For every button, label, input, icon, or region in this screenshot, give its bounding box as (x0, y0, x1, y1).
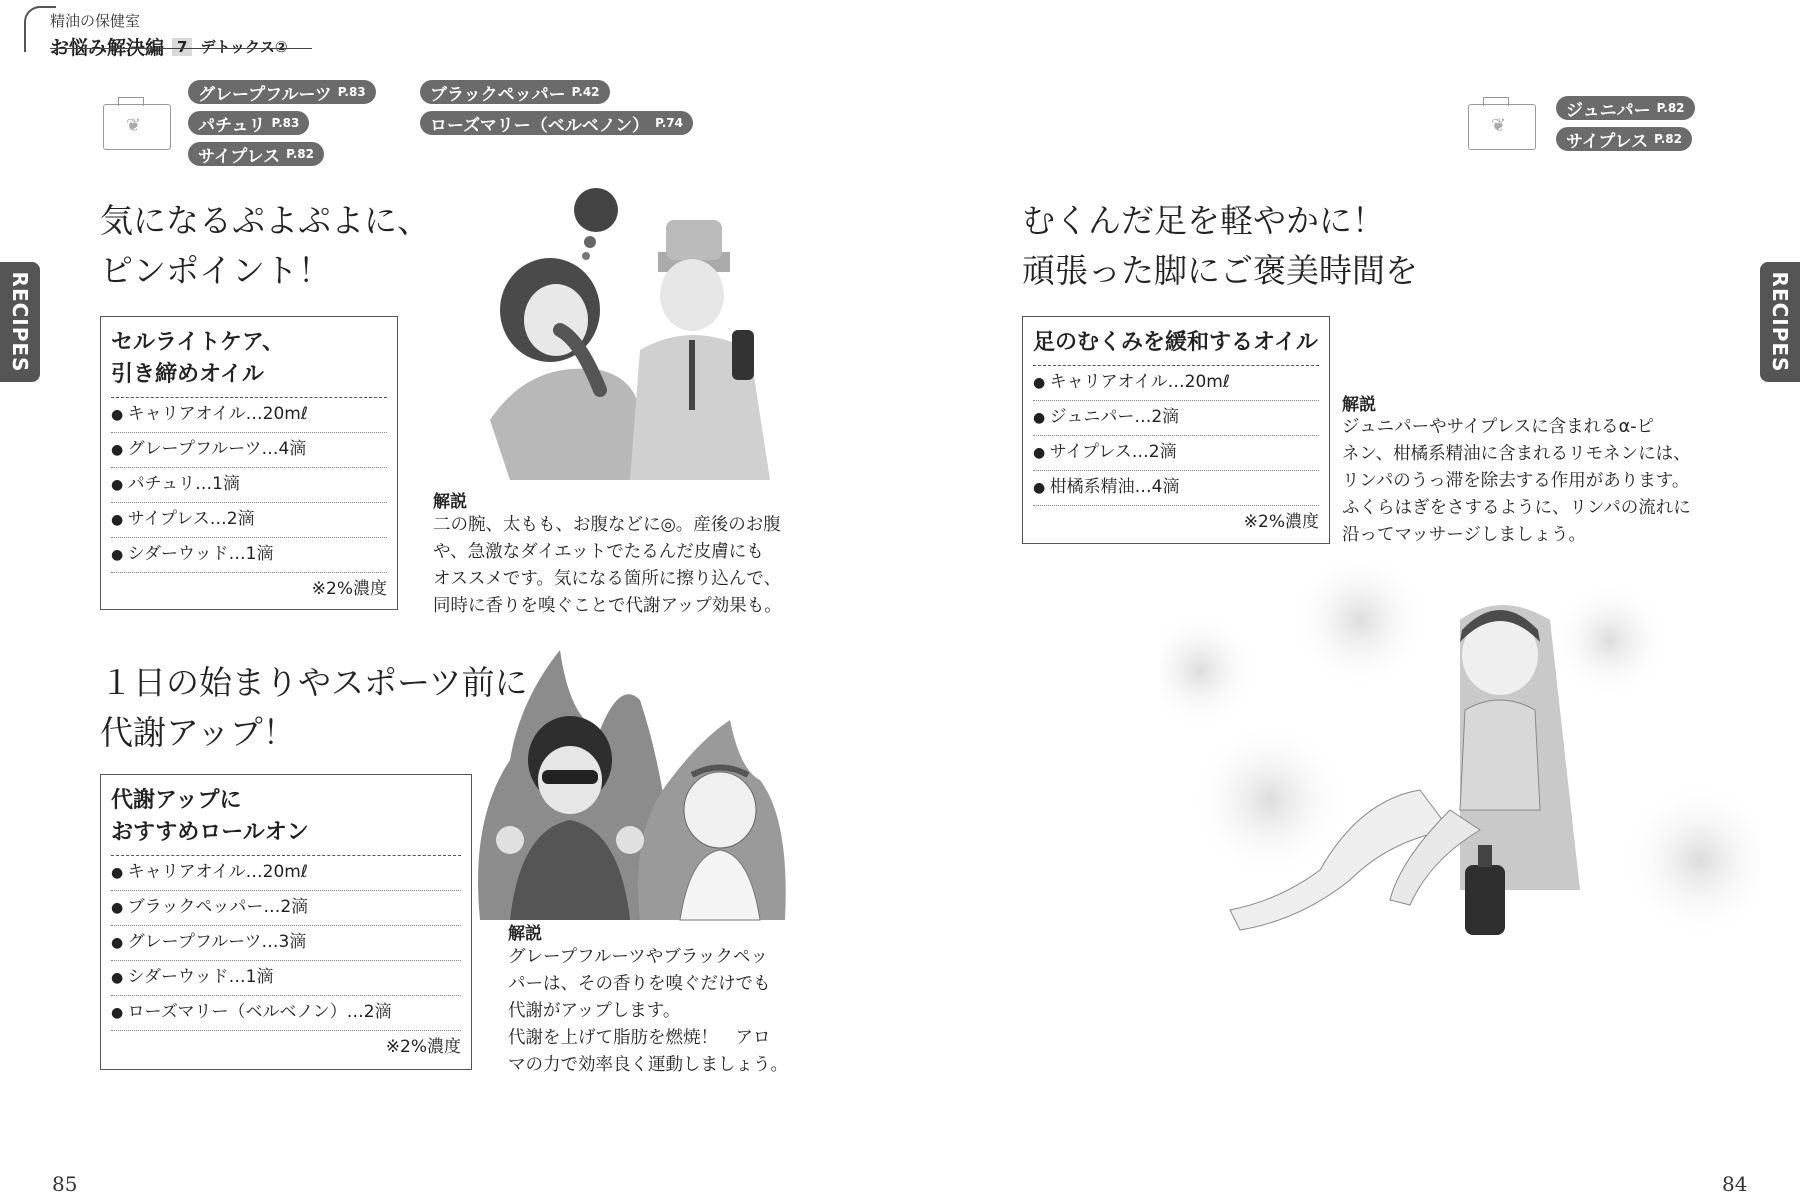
ingredient-item: ● 柑橘系精油…4滴 (1033, 471, 1319, 506)
ingredient-item: ● ジュニパー…2滴 (1033, 401, 1319, 436)
section2-explanation-heading: 解説 (508, 924, 542, 944)
section2-explanation-body: グレープフルーツやブラックペッ パーは、その香りを嗅ぐだけでも 代謝がアップします。 代謝を上げて脂肪を燃焼！ アロ マの力で効率良く運動しましょう。 (508, 947, 788, 1075)
header-chapter-title: お悩み解決編 (50, 37, 165, 59)
page-number-left: 85 (52, 1172, 78, 1196)
ingredient-item: ● ローズマリー（ベルベノン）…2滴 (111, 996, 461, 1031)
header-series-title: 精油の保健室 (50, 12, 141, 30)
recipe-title: 足のむくみを緩和するオイル (1033, 327, 1319, 366)
oil-tag-cypress: サイプレス P.82 (188, 142, 324, 166)
side-tab-right-label: RECIPES (1768, 271, 1792, 373)
oil-tag-cypress-right: サイプレス P.82 (1556, 127, 1692, 151)
oil-tag-juniper: ジュニパー P.82 (1556, 96, 1695, 120)
oil-bottle-icon: ❦ (103, 104, 171, 150)
side-tab-left (0, 262, 40, 382)
illustration-leg-massage (1160, 560, 1760, 980)
ingredient-item: ● シダーウッド…1滴 (111, 538, 387, 573)
right-explanation-body: ジュニパーやサイプレスに含まれるα-ピ ネン、柑橘系精油に含まれるリモネンには、 リンパのうっ滞を除去する作用があります。 ふくらはぎをさするように、リンパの流れに 沿ってマッサージしましょう。 (1342, 417, 1691, 545)
section2-headline: １日の始まりやスポーツ前に 代謝アップ！ (100, 663, 528, 752)
ingredient-item: ● キャリアオイル…20mℓ (1033, 366, 1319, 401)
ingredient-item: ● キャリアオイル…20mℓ (111, 398, 387, 433)
concentration-note: ※2%濃度 (1243, 512, 1319, 532)
running-header (50, 10, 310, 60)
section1-headline: 気になるぷよぷよに、 ピンポイント！ (100, 201, 430, 290)
right-headline: むくんだ足を軽やかに！ 頑張った脚にご褒美時間を (1022, 201, 1418, 290)
ingredient-item: ● グレープフルーツ…3滴 (111, 926, 461, 961)
section2-recipe-box (100, 774, 472, 1070)
recipe-title: 代謝アップに おすすめロールオン (111, 785, 461, 856)
ingredient-item: ● パチュリ…1滴 (111, 468, 387, 503)
page-number-right: 84 (1722, 1172, 1748, 1196)
header-chapter-number: 7 (172, 38, 192, 56)
section1-recipe-box (100, 316, 398, 610)
right-recipe-box (1022, 316, 1330, 544)
side-tab-right (1760, 262, 1800, 382)
oil-tag-black-pepper: ブラックペッパー P.42 (420, 80, 610, 104)
header-section-title: デトックス② (200, 38, 288, 56)
ingredient-item: ● サイプレス…2滴 (1033, 436, 1319, 471)
right-explanation-heading: 解説 (1342, 395, 1376, 415)
ingredient-item: ● キャリアオイル…20mℓ (111, 856, 461, 891)
oil-bottle-icon: ❦ (1468, 104, 1536, 150)
side-tab-left-label: RECIPES (8, 271, 32, 373)
ingredient-item: ● ブラックペッパー…2滴 (111, 891, 461, 926)
ingredient-item: ● シダーウッド…1滴 (111, 961, 461, 996)
oil-tag-rosemary: ローズマリー（ベルベノン） P.74 (420, 111, 693, 135)
concentration-note: ※2%濃度 (311, 579, 387, 599)
illustration-fire-energy (470, 640, 800, 930)
header-rule (50, 48, 312, 49)
concentration-note: ※2%濃度 (385, 1037, 461, 1057)
oil-tag-grapefruit: グレープフルーツ P.83 (188, 80, 376, 104)
ingredient-item: ● サイプレス…2滴 (111, 503, 387, 538)
ingredient-item: ● グレープフルーツ…4滴 (111, 433, 387, 468)
section1-explanation-body: 二の腕、太もも、お腹などに◎。産後のお腹 や、急激なダイエットでたるんだ皮膚にも オススメです。気になる箇所に擦り込んで、 同時に香りを嗅ぐことで代謝アップ効果も。 (433, 515, 782, 616)
oil-tag-patchouli: パチュリ P.83 (188, 111, 309, 135)
recipe-title: セルライトケア、 引き締めオイル (111, 327, 387, 398)
illustration-arm-check (470, 180, 800, 480)
section1-explanation-heading: 解説 (433, 492, 467, 512)
